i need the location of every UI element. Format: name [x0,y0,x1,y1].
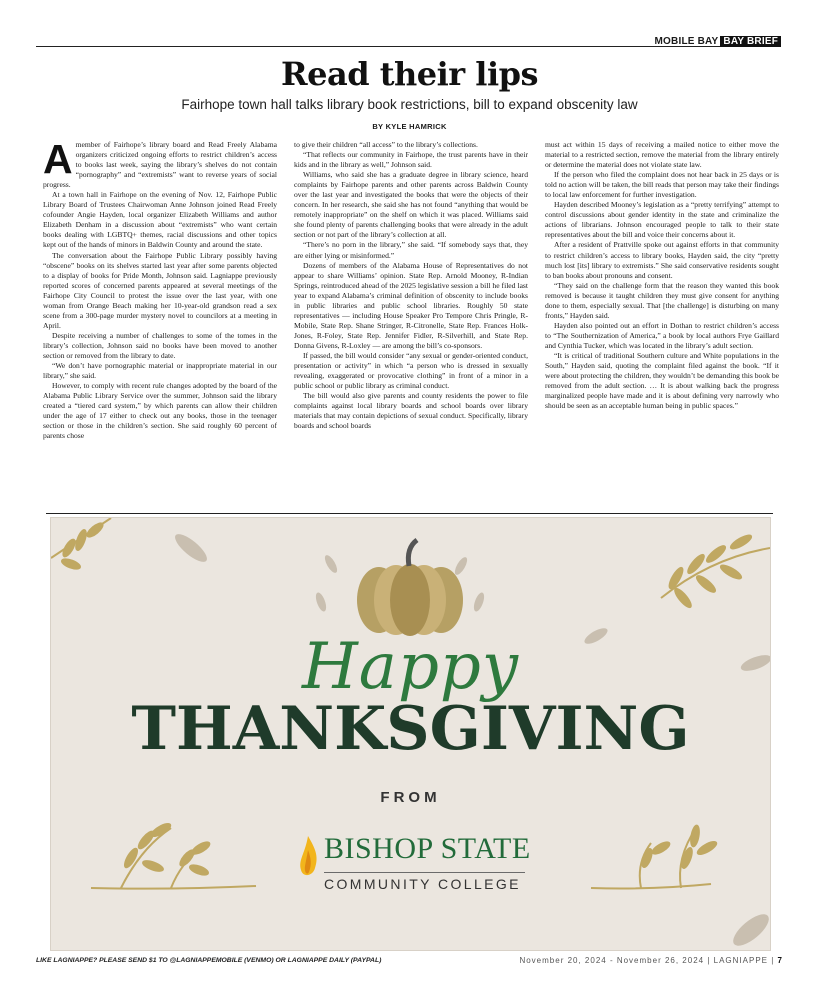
paragraph: However, to comply with recent rule changes adopted by the board of the Alabama Public Library Service over the summer, Johnson said the library created a “tiered card system,” by which parents can allow their children under the age of 17 either to check out any books, those in the teenager section or those in the children’s section. She said roughly 60 percent of parents chose [43,381,277,441]
paragraph: Dozens of members of the Alabama House of Representatives do not appear to share Williams’ opinion. State Rep. Arnold Mooney, R-Indian Springs, reintroduced ahead of the 2025 legislative session a bill he filed last year to expand Alabama’s criminal definition of obscenity to include books in public libraries and public school libraries. Roughly 50 state representatives — including House Speaker Pro Tempore Chris Pringle, R-Mobile, State Rep. Shane Stringer, R-Citronelle, State Rep. Frances Holk-Jones, R-Foley, State Rep. Jennifer Fidler, R-Silverhill, and State Rep. Donna Givens, R-Loxley — are among the bill’s co-sponsors. [294,260,528,350]
paragraph: Williams, who said she has a graduate degree in library science, heard complaints by Fairhope parents and other parents across Baldwin County over the last year and investigated the books that were the objects of their concern. In her research, she said she has not found “anything that would be remotely inappropriate” on the shelf on which it was placed. Williams said she found plenty of parents challenging books that were already in the adult section or not part of the library’s collection at all. [294,170,528,240]
wheat-sprig-icon [591,824,719,888]
article-column-2 [294,140,528,508]
paragraph: “They said on the challenge form that the reason they wanted this book removed is because it taught children they must give consent for anything done to them, especially sexual. That [the challenge] is disturbing on many fronts,” Hayden said. [545,280,779,320]
paragraph: Despite receiving a number of challenges to some of the tomes in the library’s collection, Johnson said no books have been moved to another section or removed from the library to date. [43,330,277,360]
leaf-icon [171,530,211,566]
logo-divider [324,872,525,873]
leaf-icon [453,555,470,576]
thanksgiving-advertisement[interactable] [50,517,771,951]
article-body [43,140,779,508]
wheat-sprig-icon [91,821,256,889]
article-column-1 [43,140,277,508]
section-label [655,36,781,47]
logo-subtitle: COMMUNITY COLLEGE [324,876,521,892]
logo-name: BISHOP STATE [324,832,531,865]
footer-dateline [519,956,783,965]
leaf-sprig-icon [51,518,111,571]
section-label-bay-brief: BAY BRIEF [720,36,781,47]
section-label-mobile-bay: MOBILE BAY [654,36,719,47]
paragraph: After a resident of Prattville spoke out against efforts in that community to restrict children’s access to library books, Hayden said, the city “pretty much lost [its] library to extremists.” She said conservative residents sought to ban books about pronouns and consent. [545,240,779,280]
paragraph: At a town hall in Fairhope on the evening of Nov. 12, Fairhope Public Library Board of Trustees Chairwoman Anne Johnson joined Read Freely cofounder Angie Hayden, local organizer Elizabeth Williams and author Elizabeth Denham in a discussion about “extremists” who want certain books dealing with LGBTQ+ themes, racial discussions and other topics kept out of the hands of minors in Baldwin County and around the state. [43,190,277,250]
paragraph: “It is critical of traditional Southern culture and White populations in the South,” Hayden said, quoting the complaint filed against the book. “If it were about protecting the children, they wouldn’t be demanding this book be removed from the adult section. … It is about walking back the progress marginalized people have made and it is about defining very narrowly who should be seen as an acceptable human being in public spaces.” [545,350,779,411]
article-headline: Read their lips [281,55,538,93]
leaf-icon [472,591,486,613]
footer-separator: | [707,956,714,965]
paragraph: Hayden described Mooney’s legislation as a “pretty terrifying” attempt to control discussions about gender identity in the state and criminalize the actions of librarians. Johnson encouraged people to talk to their state representatives about the bill and voice their concerns about it. [545,200,779,240]
pumpkin-icon [357,540,463,636]
paragraph: “We don’t have pornographic material or inappropriate material in our library,” she said. [43,361,277,381]
article-column-3 [545,140,779,508]
ad-happy-script: Happy [301,630,520,704]
paragraph: must act within 15 days of receiving a mailed notice to either move the material to a restricted section, remove the material from the library entirely or determine the material does not violate state law. [545,140,779,170]
paragraph: member of Fairhope’s library board and Read Freely Alabama organizers criticized ongoing efforts to restrict children’s access to books last week, saying the library’s shelves do not contain “pornography” and “extremists” want to reverse years of social progress. [43,140,277,190]
article-deck: Fairhope town hall talks library book restrictions, bill to expand obscenity law [181,97,638,112]
footer-donation-note: LIKE LAGNIAPPE? PLEASE SEND $1 TO @LAGNIAPPEMOBILE (VENMO) OR LAGNIAPPE DAILY (PAYPAL) [36,957,382,964]
footer-separator: | [771,956,778,965]
paragraph: If passed, the bill would consider “any sexual or gender-oriented conduct, presentation or activity” in which “a person who is dressed in sexually revealing, exaggerated or provocative clothing” in front of a minor in a public school or public library as criminal conduct. [294,350,528,391]
paragraph: to give their children “all access” to the library’s collections. [294,140,478,149]
drop-cap: A [43,140,73,182]
paragraph: If the person who filed the complaint does not hear back in 25 days or is told no action will be taken, the bill reads that person may take their findings to local law enforcement for further investigation. [545,170,779,200]
article-byline: BY KYLE HAMRICK [372,122,447,131]
leaf-icon [323,553,340,574]
ad-thanksgiving-title: THANKSGIVING [131,694,690,764]
flame-icon [295,834,321,884]
footer-publication: LAGNIAPPE [713,956,768,965]
footer-page-number: 7 [777,956,783,965]
paragraph: Hayden also pointed out an effort in Dothan to restrict children’s access to “The Southernization of America,” a book by local authors Frye Gaillard and Cynthia Tucker, which was located in the library’s adult section. [545,320,779,350]
paragraph: The conversation about the Fairhope Public Library possibly having “obscene” books on its shelves started last year after some parents objected to a display of books for Pride Month, Johnson said. Lagniappe previously reported scores of concerned parents appeared at several meetings of the Fairhope City Council to protest the issue over the last year, with one woman from Orange Beach making her 10-year-old grandson read a sex scene from a 300-page murder mystery novel to councilors at a meeting in April. [43,250,277,330]
footer-dates: November 20, 2024 - November 26, 2024 [519,956,705,965]
paragraph: “That reflects our community in Fairhope, the trust parents have in their kids and in the library as well,” Johnson said. [294,150,528,170]
paragraph: “There’s no porn in the library,” she said. “If somebody says that, they are either lying or misinformed.” [294,240,528,260]
bishop-state-logo[interactable] [295,826,535,906]
branch-icon [661,533,770,610]
ad-from-label: FROM [380,789,441,806]
ad-top-rule [46,513,773,514]
leaf-icon [728,909,770,950]
leaf-icon [314,591,328,613]
paragraph: The bill would also give parents and county residents the power to file complaints against local library boards and school boards over library materials that may contain depictions of sexual conduct. Specifically, library boards and school boards [294,391,528,431]
